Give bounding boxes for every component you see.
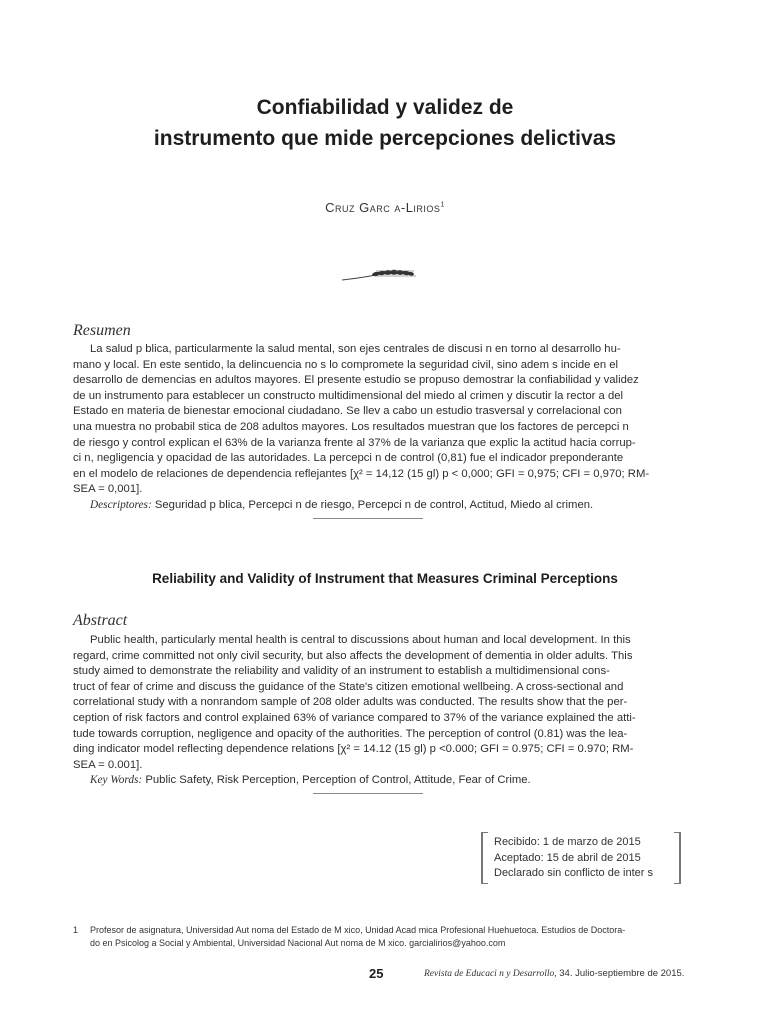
- resumen-line: desarrollo de demencias en adultos mayores. El presente estudio se propuso demostrar la confiabilidad y validez: [73, 374, 639, 387]
- resumen-line: de riesgo y control explican el 63% de la varianza frente al 37% de la varianza que explic la actitud hacia corrup-: [73, 436, 636, 449]
- title-line-1: Confiabilidad y validez de: [256, 96, 514, 119]
- abstract-line: study aimed to demonstrate the reliability and validity of an instrument to establish a multidimensional cons-: [73, 665, 610, 678]
- author-name: Cruz Garc a-Lirios: [325, 200, 441, 215]
- journal-issue: 34. Julio-septiembre de 2015.: [556, 968, 685, 979]
- resumen-keywords-label: Descriptores:: [90, 499, 152, 511]
- resumen-keywords: [90, 499, 593, 511]
- footnote-number: 1: [73, 925, 79, 935]
- resumen-heading: Resumen: [73, 322, 131, 339]
- author-footnote-mark: 1: [440, 201, 445, 209]
- section-divider: [313, 518, 423, 519]
- resumen-line: SEA = 0,001].: [73, 483, 143, 496]
- abstract-keywords-label: Key Words:: [90, 774, 143, 786]
- abstract-line: truct of fear of crime and discuss the guidance of the State's citizen emotional wellbeing. A cross-sectional and: [73, 680, 624, 693]
- submission-dates-box: [481, 832, 681, 884]
- english-title: Reliability and Validity of Instrument that Measures Criminal Perceptions: [152, 571, 618, 586]
- abstract-line: ception of risk factors and control explained 63% of variance compared to 37% of the variance explained the atti-: [73, 711, 636, 724]
- section-divider: [313, 793, 423, 794]
- resumen-line: de un instrumento para establecer un constructo multidimensional del miedo al crimen y discutir la rector a del: [73, 389, 624, 402]
- abstract-line: correlational study with a nonrandom sample of 208 older adults was conducted. The results show that the per-: [73, 696, 628, 709]
- accepted-date: Aceptado: 15 de abril de 2015: [494, 851, 641, 864]
- received-date: Recibido: 1 de marzo de 2015: [494, 836, 641, 848]
- resumen-line: una muestra no probabil stica de 208 adultos mayores. Los resultados muestran que los factores de percepci n: [73, 420, 629, 433]
- abstract-keywords-text: Public Safety, Risk Perception, Perception of Control, Attitude, Fear of Crime.: [145, 774, 531, 786]
- resumen-line: La salud p blica, particularmente la salud mental, son ejes centrales de discusi n en torno al desarrollo hu-: [90, 343, 621, 355]
- abstract-line: SEA = 0.001].: [73, 758, 143, 771]
- resumen-keywords-text: Seguridad p blica, Percepci n de riesgo, Percepci n de control, Actitud, Miedo al crimen.: [154, 499, 594, 511]
- right-bracket: [674, 832, 681, 884]
- left-bracket: [481, 832, 488, 884]
- article-title: [60, 92, 710, 154]
- abstract-line: regard, crime committed not only civil security, but also affects the development of dementia in older adults. This: [73, 649, 633, 662]
- abstract-paragraph: [73, 633, 680, 773]
- resumen-line: en el modelo de relaciones de dependencia reflejantes [χ² = 14,12 (15 gl) p < 0,000; GFI = 0,975; CFI = 0,970; RM-: [73, 467, 650, 480]
- journal-name: Revista de Educaci n y Desarrollo,: [424, 969, 557, 979]
- footnote-line: Profesor de asignatura, Universidad Aut noma del Estado de M xico, Unidad Acad mica Profesional Huehuetoca. Estudios de Doctora-: [90, 925, 626, 935]
- author-byline: [0, 200, 770, 215]
- abstract-line: tude towards corruption, negligence and opacity of the authorities. The perception of control (0.81) was the lea-: [73, 727, 628, 740]
- abstract-line: ding indicator model reflecting dependence relations [χ² = 14.12 (15 gl) p <0.000; GFI = 0.975; CFI = 0.970; RM-: [73, 743, 634, 756]
- page-number: 25: [369, 966, 384, 981]
- wheat-ear-ornament-icon: [340, 266, 420, 284]
- submission-dates-text: [494, 835, 653, 882]
- footnote-body: [73, 924, 683, 950]
- conflict-statement: Declarado sin conflicto de inter s: [494, 867, 653, 879]
- abstract-line: Public health, particularly mental health is central to discussions about human and local development. In this: [90, 634, 631, 646]
- abstract-keywords: [90, 774, 531, 786]
- abstract-heading: Abstract: [73, 612, 128, 629]
- footnote-line: do en Psicolog a Social y Ambiental, Universidad Nacional Aut noma de M xico. garcialirios@yahoo.com: [90, 938, 506, 948]
- resumen-line: mano y local. En este sentido, la delincuencia no s lo compromete la seguridad civil, sino adem s incide en el: [73, 358, 619, 371]
- resumen-line: Estado en materia de bienestar emocional ciudadano. Se llev a cabo un estudio trasversal y correlacional con: [73, 405, 622, 418]
- resumen-line: ci n, negligencia y opacidad de las autoridades. La percepci n de control (0,81) fue el indicador preponderante: [73, 452, 624, 465]
- resumen-paragraph: [73, 342, 680, 498]
- title-line-2: instrumento que mide percepciones delictivas: [153, 127, 617, 150]
- author-footnote: [73, 924, 683, 950]
- journal-citation: [424, 968, 684, 979]
